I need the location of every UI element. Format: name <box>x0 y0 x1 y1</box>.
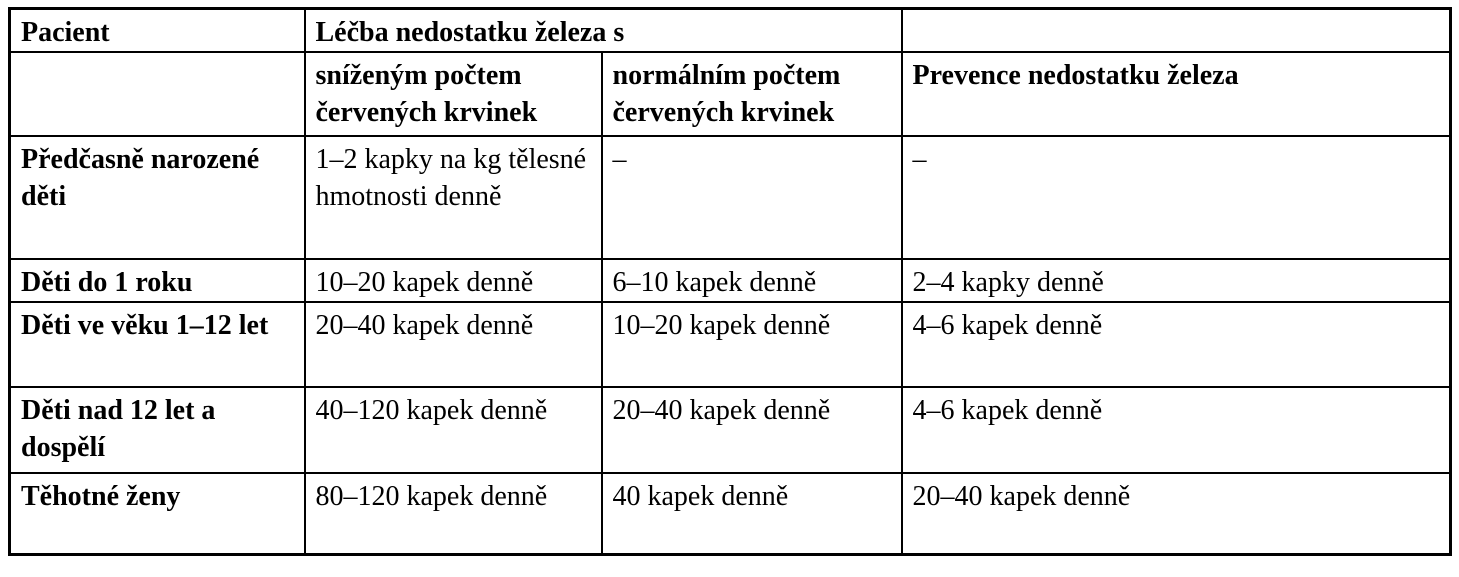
normal-dose-cell: 40 kapek denně <box>602 473 902 554</box>
patient-cell: Děti ve věku 1–12 let <box>10 302 305 387</box>
prevention-dose-cell: 4–6 kapek denně <box>902 302 1451 387</box>
header-treatment: Léčba nedostatku železa s <box>305 9 902 53</box>
patient-cell: Děti do 1 roku <box>10 259 305 302</box>
header-prevention: Prevence nedostatku železa <box>902 52 1451 136</box>
dosage-table-container <box>8 7 1452 556</box>
patient-cell: Těhotné ženy <box>10 473 305 554</box>
table-row <box>10 302 1451 387</box>
table-row <box>10 473 1451 554</box>
table-row <box>10 387 1451 473</box>
reduced-dose-cell: 10–20 kapek denně <box>305 259 602 302</box>
dosage-table <box>8 7 1452 556</box>
prevention-dose-cell: 2–4 kapky denně <box>902 259 1451 302</box>
header-patient-empty <box>10 52 305 136</box>
prevention-dose-cell: 4–6 kapek denně <box>902 387 1451 473</box>
reduced-dose-cell: 40–120 kapek denně <box>305 387 602 473</box>
header-row-2 <box>10 52 1451 136</box>
table-row <box>10 259 1451 302</box>
header-reduced-rbc: sníženým počtem červených krvinek <box>305 52 602 136</box>
normal-dose-cell: 10–20 kapek denně <box>602 302 902 387</box>
normal-dose-cell: 6–10 kapek denně <box>602 259 902 302</box>
prevention-dose-cell: 20–40 kapek denně <box>902 473 1451 554</box>
reduced-dose-cell: 20–40 kapek denně <box>305 302 602 387</box>
reduced-dose-cell: 1–2 kapky na kg tělesné hmotnosti denně <box>305 136 602 259</box>
table-row <box>10 136 1451 259</box>
header-normal-rbc: normálním počtem červených krvinek <box>602 52 902 136</box>
normal-dose-cell: – <box>602 136 902 259</box>
normal-dose-cell: 20–40 kapek denně <box>602 387 902 473</box>
header-row-1 <box>10 9 1451 53</box>
prevention-dose-cell: – <box>902 136 1451 259</box>
header-patient: Pacient <box>10 9 305 53</box>
reduced-dose-cell: 80–120 kapek denně <box>305 473 602 554</box>
header-empty-cell <box>902 9 1451 53</box>
patient-cell: Děti nad 12 let a dospělí <box>10 387 305 473</box>
patient-cell: Předčasně narozené děti <box>10 136 305 259</box>
